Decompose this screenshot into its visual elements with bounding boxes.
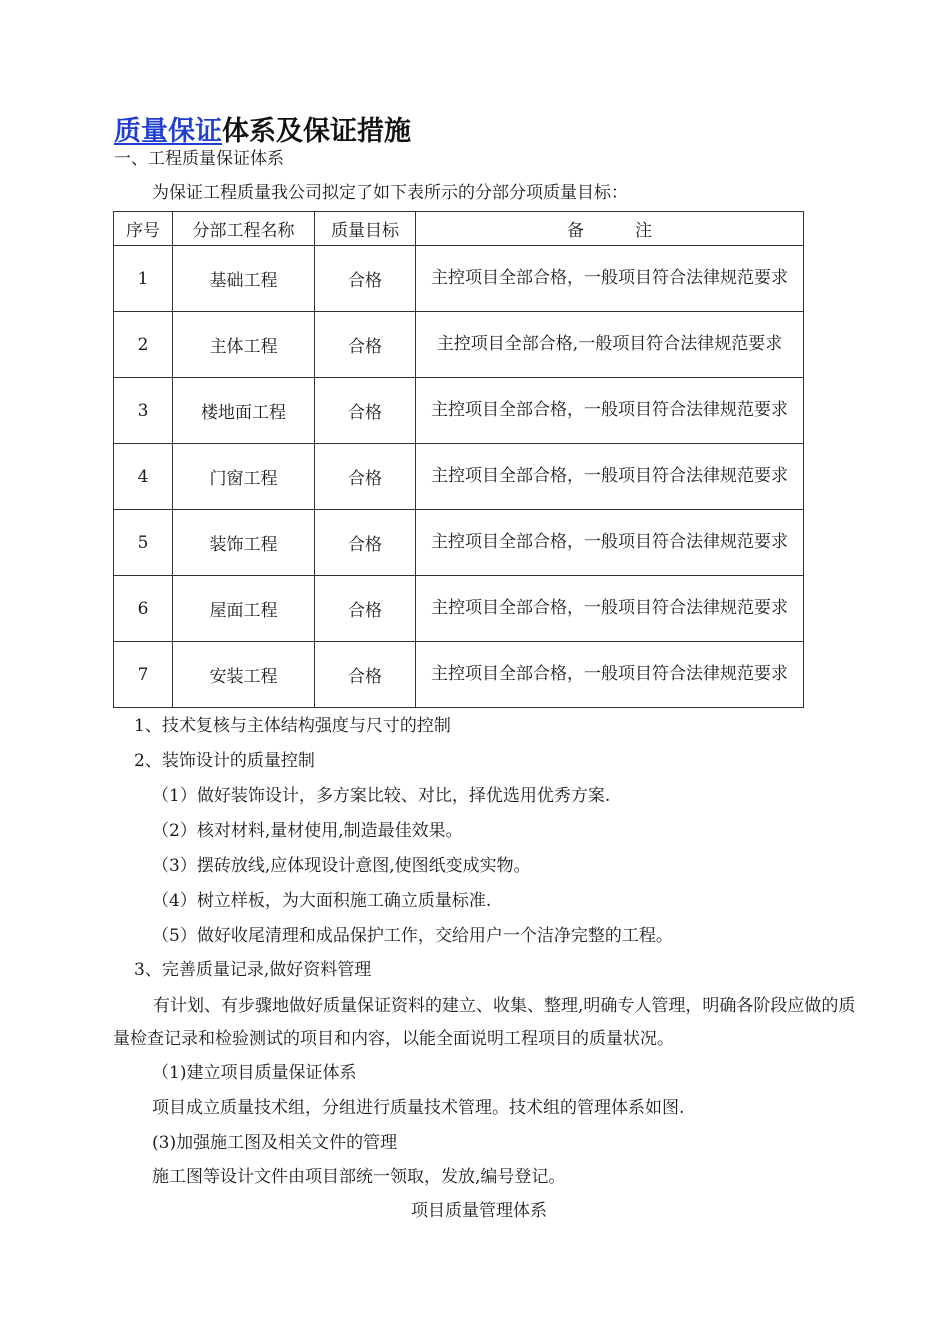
cell-name: 主体工程	[173, 312, 315, 378]
table-row	[114, 642, 804, 708]
table-row	[114, 378, 804, 444]
cell-name: 安装工程	[173, 642, 315, 708]
cell-name: 基础工程	[173, 246, 315, 312]
section-heading: 一、工程质量保证体系	[114, 149, 284, 169]
cell-name: 装饰工程	[173, 510, 315, 576]
title-rest: 体系及保证措施	[222, 116, 411, 147]
table-row	[114, 444, 804, 510]
sub-item-2: （2）核对材料,量材使用,制造最佳效果。	[152, 821, 463, 841]
cell-name: 门窗工程	[173, 444, 315, 510]
cell-note: 主控项目全部合格,一般项目符合法律规范要求	[416, 312, 804, 378]
subsection-3-title: (3)加强施工图及相关文件的管理	[152, 1133, 398, 1153]
cell-goal: 合格	[315, 246, 416, 312]
cell-note: 主控项目全部合格，一般项目符合法律规范要求	[416, 378, 804, 444]
cell-note: 主控项目全部合格，一般项目符合法律规范要求	[416, 246, 804, 312]
cell-no: 6	[114, 576, 173, 642]
table-row	[114, 510, 804, 576]
subsection-3-text: 施工图等设计文件由项目部统一领取，发放,编号登记。	[152, 1167, 566, 1187]
header-no: 序号	[114, 212, 173, 246]
cell-name: 屋面工程	[173, 576, 315, 642]
cell-goal: 合格	[315, 312, 416, 378]
table-header-row	[114, 212, 804, 246]
cell-no: 4	[114, 444, 173, 510]
cell-no: 1	[114, 246, 173, 312]
sub-item-1: （1）做好装饰设计，多方案比较、对比，择优选用优秀方案.	[152, 786, 611, 806]
figure-caption: 项目质量管理体系	[411, 1201, 547, 1221]
intro-text: 为保证工程质量我公司拟定了如下表所示的分部分项质量目标：	[152, 183, 628, 203]
cell-goal: 合格	[315, 576, 416, 642]
subsection-1-title: （1)建立项目质量保证体系	[152, 1063, 357, 1083]
cell-note: 主控项目全部合格，一般项目符合法律规范要求	[416, 510, 804, 576]
item-2: 2、装饰设计的质量控制	[134, 751, 315, 771]
item-3: 3、完善质量记录,做好资料管理	[134, 960, 372, 980]
item-1: 1、技术复核与主体结构强度与尺寸的控制	[134, 716, 451, 736]
cell-note: 主控项目全部合格，一般项目符合法律规范要求	[416, 576, 804, 642]
cell-no: 5	[114, 510, 173, 576]
sub-item-4: （4）树立样板，为大面积施工确立质量标准.	[152, 891, 492, 911]
cell-note: 主控项目全部合格，一般项目符合法律规范要求	[416, 444, 804, 510]
header-goal: 质量目标	[315, 212, 416, 246]
cell-no: 3	[114, 378, 173, 444]
cell-no: 7	[114, 642, 173, 708]
table-row	[114, 246, 804, 312]
cell-goal: 合格	[315, 378, 416, 444]
title-link[interactable]: 质量保证	[114, 116, 222, 147]
cell-goal: 合格	[315, 444, 416, 510]
subsection-1-text: 项目成立质量技术组，分组进行质量技术管理。技术组的管理体系如图.	[152, 1098, 685, 1118]
cell-goal: 合格	[315, 642, 416, 708]
body-paragraph: 有计划、有步骤地做好质量保证资料的建立、收集、整理,明确专人管理，明确各阶段应做的质量检查记录和检验测试的项目和内容，以能全面说明工程项目的质量状况。	[113, 996, 856, 1049]
table-row	[114, 312, 804, 378]
quality-goals-table	[113, 211, 804, 708]
header-name: 分部工程名称	[173, 212, 315, 246]
cell-name: 楼地面工程	[173, 378, 315, 444]
cell-goal: 合格	[315, 510, 416, 576]
header-note: 备 注	[416, 212, 804, 246]
table-row	[114, 576, 804, 642]
cell-no: 2	[114, 312, 173, 378]
sub-item-5: （5）做好收尾清理和成品保护工作，交给用户一个洁净完整的工程。	[152, 926, 673, 946]
cell-note: 主控项目全部合格，一般项目符合法律规范要求	[416, 642, 804, 708]
sub-item-3: （3）摆砖放线,应体现设计意图,使图纸变成实物。	[152, 856, 531, 876]
